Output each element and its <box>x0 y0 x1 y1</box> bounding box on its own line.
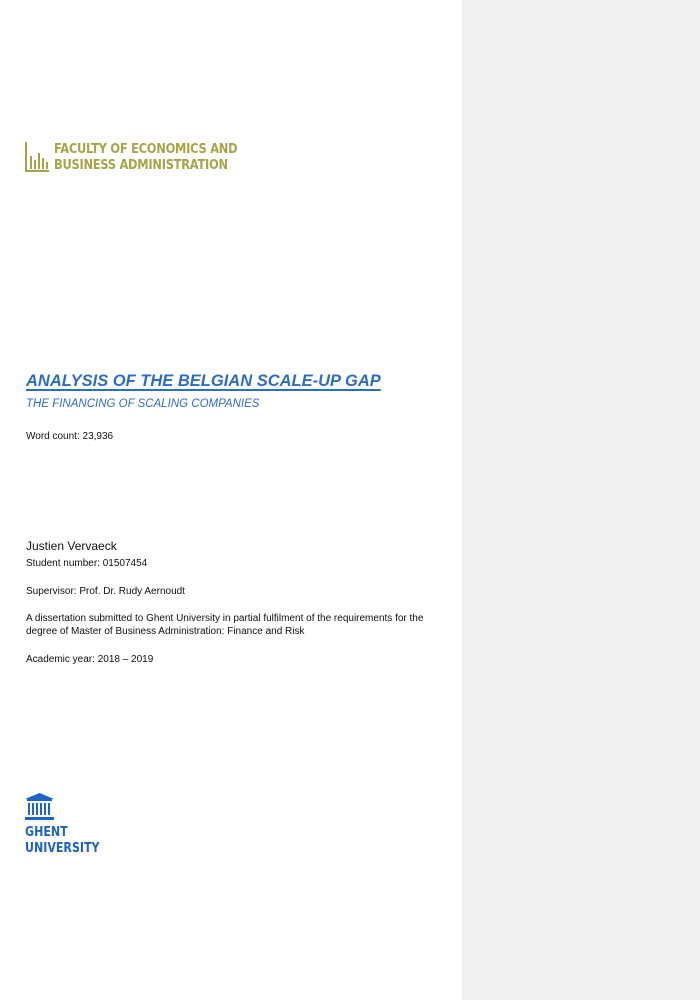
university-name <box>25 825 100 857</box>
thesis-subtitle: THE FINANCING OF SCALING COMPANIES <box>26 398 260 410</box>
thesis-title: ANALYSIS OF THE BELGIAN SCALE-UP GAP <box>26 372 381 390</box>
university-name-line1: GHENT <box>25 825 68 840</box>
faculty-name-line1: FACULTY OF ECONOMICS AND <box>54 142 238 157</box>
academic-year: Academic year: 2018 – 2019 <box>26 654 154 665</box>
faculty-name-line2: BUSINESS ADMINISTRATION <box>54 158 228 173</box>
author-name: Justien Vervaeck <box>26 539 117 553</box>
student-number: Student number: 01507454 <box>26 558 148 569</box>
faculty-name <box>54 142 237 174</box>
university-building-icon <box>25 793 54 820</box>
faculty-logo <box>25 142 262 174</box>
word-count: Word count: 23,936 <box>26 431 114 442</box>
side-panel <box>462 0 700 1000</box>
university-logo <box>25 793 113 857</box>
dissertation-statement: A dissertation submitted to Ghent University in partial fulfilment of the requirements for the degree of Master of Business Administration: Finance and Risk <box>26 613 424 637</box>
university-name-line2: UNIVERSITY <box>25 841 100 856</box>
bar-chart-logo-icon <box>25 142 49 172</box>
supervisor: Supervisor: Prof. Dr. Rudy Aernoudt <box>26 586 185 597</box>
